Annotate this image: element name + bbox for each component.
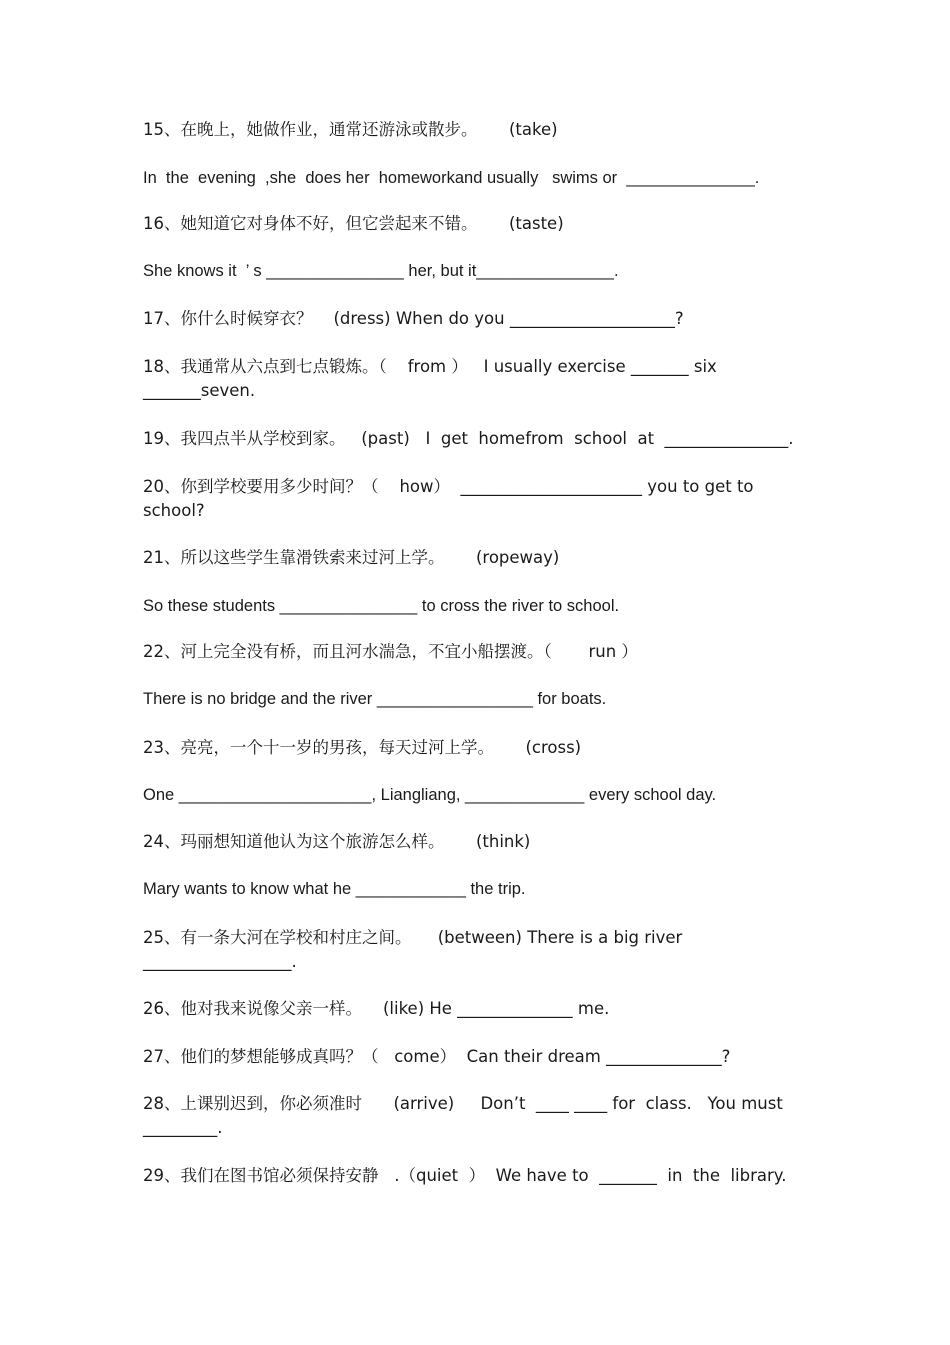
- question-15-cn: 15、在晚上，她做作业，通常还游泳或散步。 (take): [143, 120, 558, 139]
- question-23-cn: 23、亮亮，一个十一岁的男孩，每天过河上学。 (cross): [143, 738, 582, 757]
- question-19: 19、我四点半从学校到家。 (past) I get homefrom school at _______________.: [143, 429, 794, 448]
- question-21-en: So these students _______________ to cross the river to school.: [143, 597, 620, 615]
- question-24-cn: 24、玛丽想知道他认为这个旅游怎么样。 (think): [143, 832, 531, 851]
- question-20: 20、你到学校要用多少时间？（ how） ______________________ you to get to school?: [143, 477, 754, 520]
- question-29: 29、我们在图书馆必须保持安静 .（quiet ） We have to _______ in the library.: [143, 1166, 787, 1185]
- question-15-en: In the evening ,she does her homeworkand usually swims or ______________.: [143, 169, 760, 187]
- question-26: 26、他对我来说像父亲一样。 (like) He ______________ me.: [143, 999, 610, 1018]
- question-16-en: She knows it ’ s _______________ her, but it_______________.: [143, 262, 619, 280]
- question-18: 18、我通常从六点到七点锻炼。（ from ） I usually exercise _______ six _______seven.: [143, 357, 717, 400]
- question-22-en: There is no bridge and the river _________________ for boats.: [143, 690, 607, 708]
- question-21-cn: 21、所以这些学生靠滑铁索来过河上学。 (ropeway): [143, 548, 560, 567]
- question-17: 17、你什么时候穿衣？ (dress) When do you ____________________?: [143, 309, 684, 328]
- question-27: 27、他们的梦想能够成真吗？（ come） Can their dream ______________?: [143, 1047, 731, 1066]
- question-24-en: Mary wants to know what he ____________ the trip.: [143, 880, 526, 898]
- question-23-en: One _____________________, Liangliang, _____________ every school day.: [143, 786, 717, 804]
- question-22-cn: 22、河上完全没有桥，而且河水湍急，不宜小船摆渡。（ run ）: [143, 642, 638, 661]
- question-25: 25、有一条大河在学校和村庄之间。 (between) There is a big river __________________.: [143, 928, 683, 971]
- question-16-cn: 16、她知道它对身体不好，但它尝起来不错。 (taste): [143, 214, 564, 233]
- question-28: 28、上课别迟到，你必须准时 (arrive) Don’t ____ ____ for class. You must _________.: [143, 1094, 783, 1137]
